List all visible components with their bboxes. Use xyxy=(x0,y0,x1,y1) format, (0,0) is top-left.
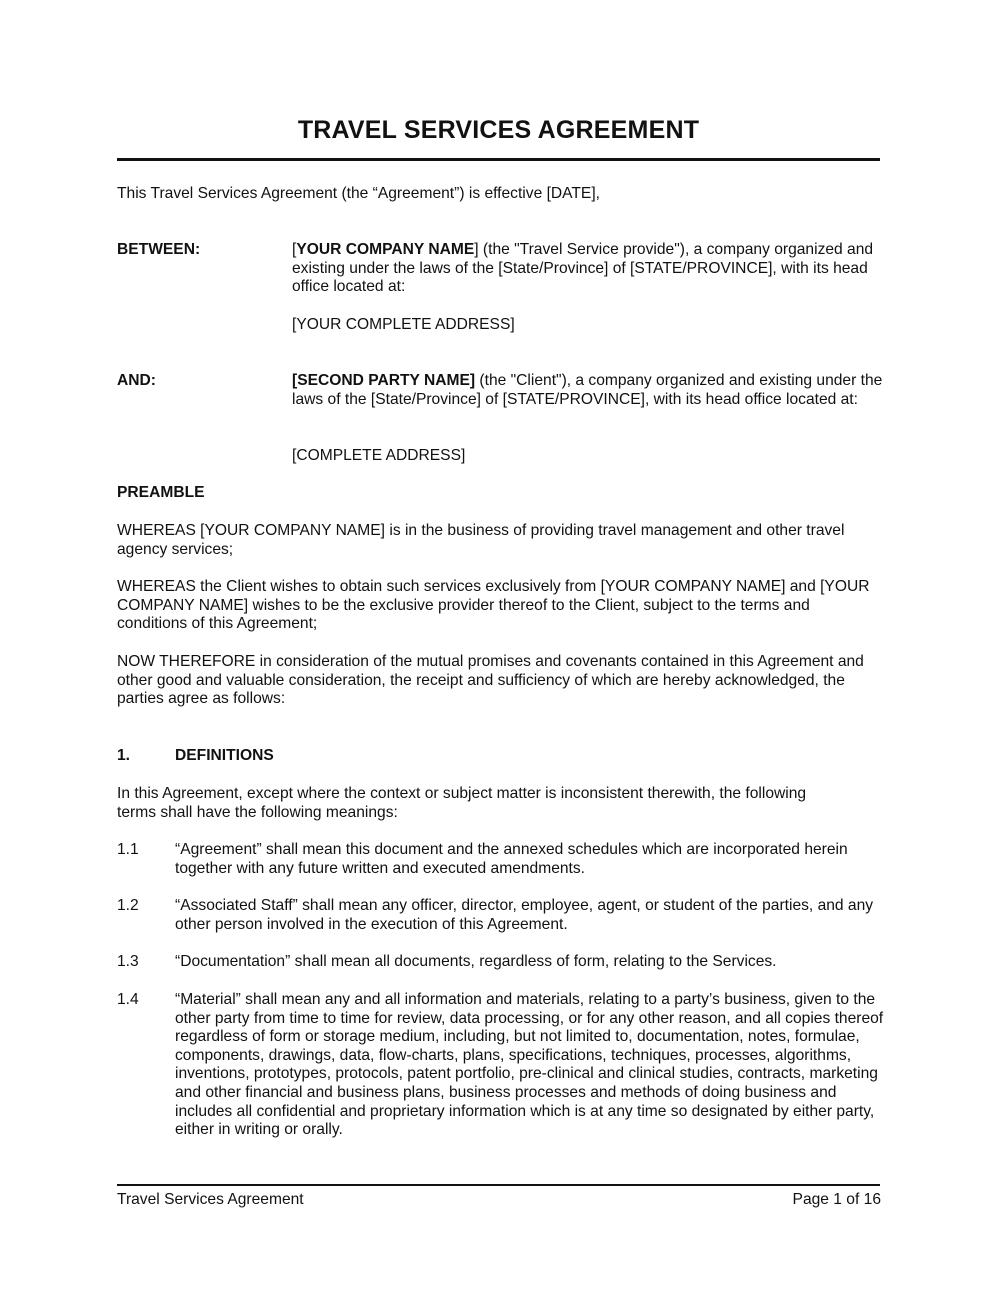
definition-number: 1.2 xyxy=(117,897,139,914)
between-close-bracket: ] xyxy=(474,241,479,258)
and-label: AND: xyxy=(117,372,156,389)
preamble-paragraph: WHEREAS the Client wishes to obtain such services exclusively from [YOUR COMPANY NAME] and [YOUR COMPANY NAME] wishes to be the exclusive provider thereof to the Client, subject to the terms and conditions of this Agreement; xyxy=(117,578,870,633)
footer-page-number: Page 1 of 16 xyxy=(792,1191,881,1208)
section-number: 1. xyxy=(117,747,131,764)
section-heading: DEFINITIONS xyxy=(175,747,274,764)
intro-paragraph: This Travel Services Agreement (the “Agreement”) is effective [DATE], xyxy=(117,185,601,202)
definition-number: 1.3 xyxy=(117,953,139,970)
between-open-bracket: [ xyxy=(292,241,297,258)
document-title: TRAVEL SERVICES AGREEMENT xyxy=(297,116,700,144)
between-party-name: YOUR COMPANY NAME xyxy=(296,241,475,258)
section-intro: In this Agreement, except where the context or subject matter is inconsistent therewith, the following terms shall have the following meanings: xyxy=(117,785,807,821)
definition-text: “Agreement” shall mean this document and the annexed schedules which are incorporated herein together with any future written and executed amendments. xyxy=(175,841,848,877)
footer-document-name: Travel Services Agreement xyxy=(117,1191,304,1208)
definition-number: 1.4 xyxy=(117,991,139,1008)
and-party-name: [SECOND PARTY NAME] xyxy=(292,372,476,389)
title-divider xyxy=(117,158,880,161)
between-label: BETWEEN: xyxy=(117,241,201,258)
and-party-paragraph xyxy=(292,372,884,409)
between-party-text: (the "Travel Service provide"), a company organized and existing under the laws of the [State/Province] of [STATE/PROVINCE], with its head office located at: xyxy=(292,241,874,296)
preamble-paragraph: NOW THEREFORE in consideration of the mutual promises and covenants contained in this Agreement and other good and valuable consideration, the receipt and sufficiency of which are hereby acknowledged, the parties agree as follows: xyxy=(117,653,864,708)
footer-divider xyxy=(117,1184,880,1186)
preamble-paragraph: WHEREAS [YOUR COMPANY NAME] is in the business of providing travel management and other travel agency services; xyxy=(117,522,845,558)
and-address: [COMPLETE ADDRESS] xyxy=(292,447,466,464)
definition-text: “Material” shall mean any and all information and materials, relating to a party’s business, given to the other party from time to time for review, data processing, or for any other reason, and all copies thereof regardless of form or storage medium, including, but not limited to, documentation, notes, formulae, components, drawings, data, flow-charts, plans, specifications, techniques, processes, algorithms, inventions, prototypes, protocols, patent portfolio, pre-clinical and clinical studies, contracts, marketing and other financial and business plans, business processes and methods of doing business and includes all confidential and proprietary information which is at any time so designated by either party, either in writing or orally. xyxy=(175,991,884,1139)
definition-text: “Documentation” shall mean all documents, regardless of form, relating to the Services. xyxy=(175,953,777,970)
preamble-heading: PREAMBLE xyxy=(117,484,205,501)
between-address: [YOUR COMPLETE ADDRESS] xyxy=(292,316,515,333)
and-party-text: (the "Client"), a company organized and existing under the laws of the [State/Province] of [STATE/PROVINCE], with its head office located at: xyxy=(292,372,883,408)
between-party-paragraph xyxy=(292,241,884,297)
definition-number: 1.1 xyxy=(117,841,139,858)
definition-text: “Associated Staff” shall mean any officer, director, employee, agent, or student of the parties, and any other person involved in the execution of this Agreement. xyxy=(175,897,874,933)
